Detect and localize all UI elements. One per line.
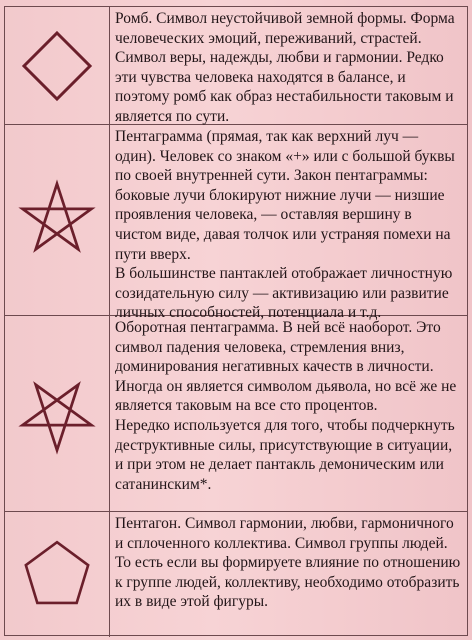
paragraph: В большинстве пантаклей отображает личностную созидательную силу — активизацию или развитие личных способностей, потенциала и т.д. — [115, 265, 453, 322]
icon-cell — [5, 316, 110, 511]
pentagram-upright-icon — [14, 177, 100, 263]
paragraph: Ромб. Символ неустойчивой земной формы. Форма человеческих эмоций, переживаний, страстей. Символ веры, надежды, любви и гармонии. Редко эти чувства человека находятся в балансе, и поэтому ромб как образ нестабильности таковым и является по сути. — [115, 10, 455, 125]
row-text — [115, 9, 461, 125]
icon-cell — [5, 7, 110, 124]
paragraph: Нередко используется для того, чтобы подчеркнуть деструктивные силы, присутствующие в ситуации, и при этом не делает пантакль демоническим или сатанинским*. — [115, 416, 455, 493]
pentagon-icon — [16, 534, 98, 616]
symbols-table — [4, 6, 468, 636]
row-text — [115, 127, 461, 322]
paragraph: Оборотная пентаграмма. В ней всё наоборот. Это символ падения человека, стремления вниз, доминирования негативных качеств в личности. Иногда он является символом дьявола, но всё же не является таковым на все сто процентов. — [115, 319, 457, 415]
icon-cell — [5, 125, 110, 315]
row-text — [115, 514, 461, 635]
paragraph: Пентаграмма (прямая, так как верхний луч — один). Человек со знаком «+» или с большой буквы по своей внутренней сути. Закон пентаграммы: боковые лучи блокируют нижние лучи — низшие проявления человека, — оставляя вершину в чистом виде, давая толчок или устраняя помехи на пути вверх. — [115, 128, 455, 263]
table-row — [5, 512, 467, 637]
pentagram-inverted-icon — [14, 371, 100, 457]
icon-cell — [5, 512, 110, 637]
table-row — [5, 125, 467, 322]
paragraph: То есть если вы формируете влияние по отношению к группе людей, коллективу, необходимо отобразить их в виде этой фигуры. — [115, 554, 461, 611]
row-text — [115, 318, 461, 509]
paragraph: Пентагон. Символ гармонии, любви, гармоничного и сплоченного коллектива. Символ группы людей. — [115, 515, 454, 552]
rhombus-icon — [17, 26, 97, 106]
table-row — [5, 7, 467, 125]
table-row — [5, 316, 467, 512]
